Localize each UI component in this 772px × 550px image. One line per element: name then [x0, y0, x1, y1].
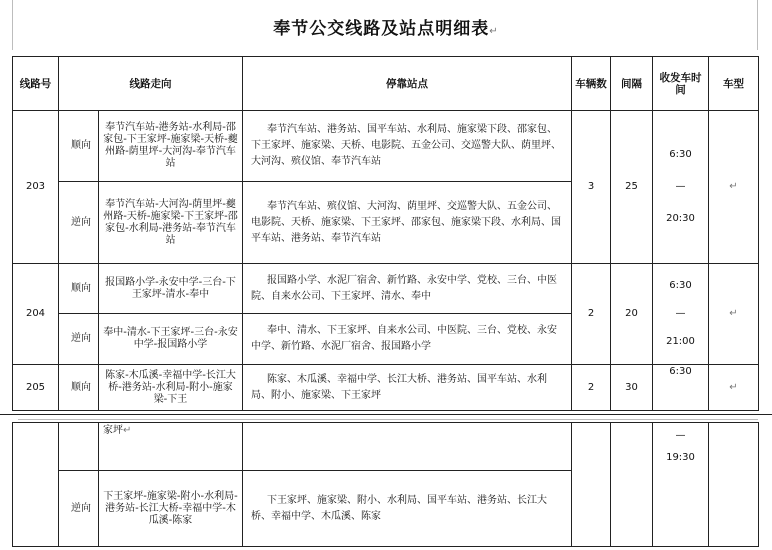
vehicle-count-continued [572, 423, 611, 547]
vehicle-type-continued [709, 423, 759, 547]
route-path: 下王家坪-施家梁-附小-水利局-港务站-长江大桥-幸福中学-木瓜溪-陈家 [99, 471, 243, 547]
header-interval: 间隔 [611, 57, 653, 111]
vehicle-type: ↵ [709, 365, 759, 411]
service-times: 6:30 [653, 365, 709, 411]
route-path: 陈家-木瓜溪-幸福中学-长江大桥-港务站-水利局-附小-施家梁-下王 [99, 365, 243, 411]
route-stops: 奉中、清水、下王家坪、自来水公司、中医院、三台、党校、永安中学、新竹路、水泥厂宿舍、报国路小学 [243, 314, 572, 365]
header-vehicles: 车辆数 [572, 57, 611, 111]
vehicle-type: ↵ [709, 111, 759, 264]
table-row [13, 264, 759, 314]
interval-value: 20 [611, 264, 653, 365]
route-table-page-1 [12, 56, 759, 411]
direction-label: 顺向 [59, 365, 99, 411]
direction-label: 逆向 [59, 471, 99, 547]
route-number: 205 [13, 365, 59, 411]
table-row [13, 111, 759, 182]
direction-label: 逆向 [59, 314, 99, 365]
route-stops: 下王家坪、施家梁、附小、水利局、国平车站、港务站、长江大桥、幸福中学、木瓜溪、陈家 [243, 471, 572, 547]
route-path: 奉节汽车站-港务站-水利局-邵家包-下王家坪-施家梁-天桥-夔州路-荫里坪-大河沟-奉节汽车站 [99, 111, 243, 182]
vehicle-count: 3 [572, 111, 611, 264]
page-break-margin [18, 419, 758, 420]
route-number-continued [13, 423, 59, 547]
paragraph-mark: ↵ [489, 26, 499, 37]
route-number: 204 [13, 264, 59, 365]
service-times: 6:30 — 21:00 [653, 264, 709, 365]
vehicle-count: 2 [572, 264, 611, 365]
document-title-text: 奉节公交线路及站点明细表 [273, 19, 490, 39]
header-direction: 线路走向 [59, 57, 243, 111]
interval-value: 30 [611, 365, 653, 411]
header-row [13, 57, 759, 111]
header-stops: 停靠站点 [243, 57, 572, 111]
route-path: 奉中-清水-下王家坪-三台-永安中学-报国路小学 [99, 314, 243, 365]
direction-label: 顺向 [59, 264, 99, 314]
route-number: 203 [13, 111, 59, 264]
route-path: 家坪↵ [99, 423, 243, 471]
table-row [13, 365, 759, 411]
direction-label [59, 423, 99, 471]
interval-value: 25 [611, 111, 653, 264]
direction-label: 顺向 [59, 111, 99, 182]
table-row [13, 423, 759, 471]
route-stops: 奉节汽车站、港务站、国平车站、水利局、施家梁下段、邵家包、下王家坪、施家梁、天桥、电影院、五金公司、交巡警大队、荫里坪、大河沟、殡仪馆、奉节汽车站 [243, 111, 572, 182]
route-stops [243, 423, 572, 471]
vehicle-count: 2 [572, 365, 611, 411]
header-route-no: 线路号 [13, 57, 59, 111]
route-table-page-2 [12, 422, 759, 547]
route-stops: 陈家、木瓜溪、幸福中学、长江大桥、港务站、国平车站、水利局、附小、施家梁、下王家坪 [243, 365, 572, 411]
document-title [0, 14, 772, 39]
direction-label: 逆向 [59, 182, 99, 264]
service-times: 6:30 — 20:30 [653, 111, 709, 264]
interval-continued [611, 423, 653, 547]
page-break-line [0, 414, 772, 415]
route-stops: 报国路小学、水泥厂宿舍、新竹路、永安中学、党校、三台、中医院、自来水公司、下王家坪、清水、奉中 [243, 264, 572, 314]
header-vehicle-type: 车型 [709, 57, 759, 111]
route-stops: 奉节汽车站、殡仪馆、大河沟、荫里坪、交巡警大队、五金公司、电影院、天桥、施家梁、下王家坪、邵家包、施家梁下段、水利局、国平车站、港务站、奉节汽车站 [243, 182, 572, 264]
service-times-continued: — 19:30 [653, 423, 709, 547]
vehicle-type: ↵ [709, 264, 759, 365]
route-path: 奉节汽车站-大河沟-荫里坪-夔州路-天桥-施家梁-下王家坪-邵家包-水利局-港务站-奉节汽车站 [99, 182, 243, 264]
header-times: 收发车时间 [653, 57, 709, 111]
route-path: 报国路小学-永安中学-三台-下王家坪-清水-奉中 [99, 264, 243, 314]
